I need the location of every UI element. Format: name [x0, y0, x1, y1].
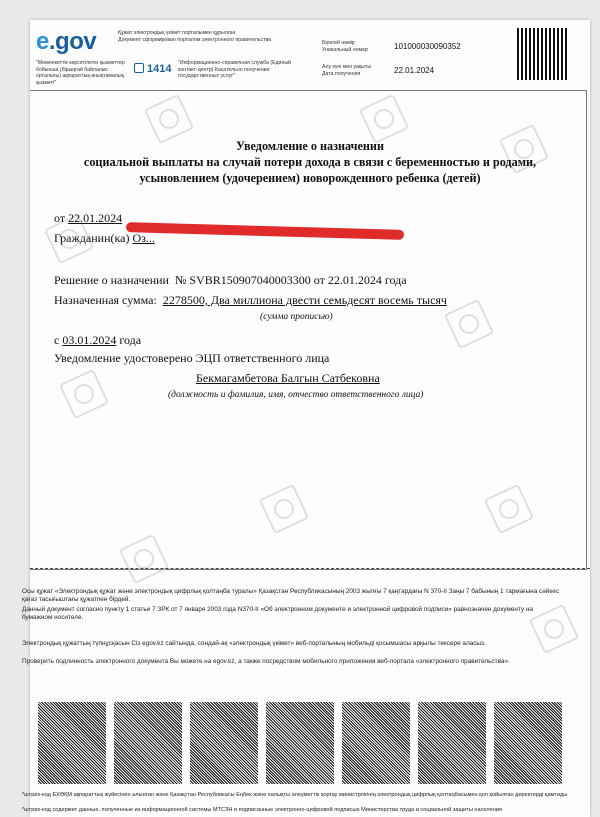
footer-note-kaz: *штрих-код ЕХӘҚМ ақпараттық жүйесінен алынған және Қазақстан Республикасы Еңбек және халықты әлеуметтік қорғау министрлігінің электрондық цифрлық қолтаңбасымен қол қойылған деректерді қамтиды	[22, 792, 568, 798]
reg-label-rus: Уникальный номер	[322, 46, 368, 53]
footer-rus-verify: Проверить подлинность электронного документа Вы можете на egov.kz, а также посредством мобильного приложения веб-портала «электронного правительства».	[22, 658, 510, 665]
certified-text: Уведомление удостоверено ЭЦП ответственного лица	[54, 351, 330, 365]
sum-caption: (сумма прописью)	[260, 312, 333, 322]
decision-row	[54, 272, 407, 288]
document-page	[22, 20, 590, 817]
since-row	[54, 332, 141, 348]
date-labels	[322, 64, 392, 77]
footer-rus-equivalence: Данный документ согласно пункту 1 статьи 7 ЗРК от 7 января 2003 года N370-II «Об электронном документе и электронной цифровой подписи» равнозначен документу на бумажном носителе.	[22, 606, 533, 621]
header-portal-text	[118, 30, 328, 43]
citizen-label: Гражданин(ка)	[54, 231, 130, 245]
footer-note-rus: *штрих-код содержит данные, полученные из информационной системы МТСЗН и подписанные электронно-цифровой подписью Министерства труда и социальной защиты населения	[22, 807, 502, 813]
barcode-block	[494, 702, 562, 784]
sum-value: 2278500, Два миллиона двести семьдесят восемь тысяч	[162, 293, 447, 307]
hotline-number: 1414	[147, 63, 172, 75]
kaz-portal-line: Құжат электрондық үкімет порталымен құрылған	[118, 30, 236, 36]
date-label-rus: Дата получения	[322, 70, 361, 77]
official-caption: (должность и фамилия, имя, отчество ответственного лица)	[168, 390, 424, 400]
logo-text: .gov	[48, 28, 97, 55]
from-date: 22.01.2024	[68, 211, 123, 225]
barcode-block	[418, 702, 486, 784]
since-suffix: года	[119, 333, 142, 347]
footer-kaz-verify: Электрондық құжаттың түпнұсқасын Сіз egov.kz сайтында, сондай-ақ «электрондық үкімет» веб-порталының мобильді қосымшасы арқылы тексере аласыз.	[22, 640, 486, 647]
sum-row	[54, 292, 447, 308]
egov-logo: e.gov	[36, 28, 97, 55]
barcode-block	[38, 702, 106, 784]
document-title	[30, 138, 590, 186]
from-label: от	[54, 211, 66, 225]
decision-label: Решение о назначении	[54, 273, 169, 287]
reg-label-kaz: Бірегей нөмір	[322, 40, 355, 46]
barcode-block	[342, 702, 410, 784]
reg-number: 101000030090352	[394, 42, 461, 51]
since-date: 03.01.2024	[62, 333, 117, 347]
date-label-kaz: Алу күні мен уақыты	[322, 64, 372, 70]
barcode-block	[266, 702, 334, 784]
hotline	[134, 63, 171, 75]
title-line-2: социальной выплаты на случай потери дохода в связи с беременностью и родами,	[83, 155, 537, 169]
sum-label: Назначенная сумма:	[54, 293, 157, 307]
footer-divider	[30, 568, 590, 569]
barcode-block	[114, 702, 182, 784]
decision-number: № SVBR150907040003300 от 22.01.2024 года	[174, 273, 407, 287]
footer-kaz-equivalence: Осы құжат «Электрондық құжат және электрондық цифрлық қолтаңба туралы» Қазақстан Республикасының 2003 жылғы 7 қаңтардағы N 370-II Заңы 7 бабының 1 тармағына сәйкес қағаз тасығыштағы құжатпен бірдей.	[22, 588, 559, 603]
from-date-row	[54, 210, 122, 226]
barcode-block	[190, 702, 258, 784]
citizen-name: Оз...	[132, 231, 155, 245]
since-label: с	[54, 333, 60, 347]
phone-icon	[134, 63, 144, 73]
rus-service-text: "Информационно-справочная служба (Единый контакт-центр) Касательно получения государственных услуг"	[178, 60, 291, 79]
rus-portal-line: Документ сформирован порталом электронного правительства	[118, 36, 272, 43]
qr-code	[517, 28, 569, 80]
date-received: 22.01.2024	[394, 66, 435, 75]
official-name: Бекмагамбетова Балгын Сатбековна	[196, 371, 380, 385]
reg-number-labels	[322, 40, 392, 53]
kaz-service-text: "Мемлекеттік көрсетілетін қызметтер бойынша (бірыңғай байланыс орталығы) ақпараттық-анықтамалық қызметі"	[36, 60, 125, 86]
title-line-3: усыновлением (удочерением) новорожденного ребенка (детей)	[139, 171, 481, 185]
title-line-1: Уведомление о назначении	[236, 139, 384, 153]
